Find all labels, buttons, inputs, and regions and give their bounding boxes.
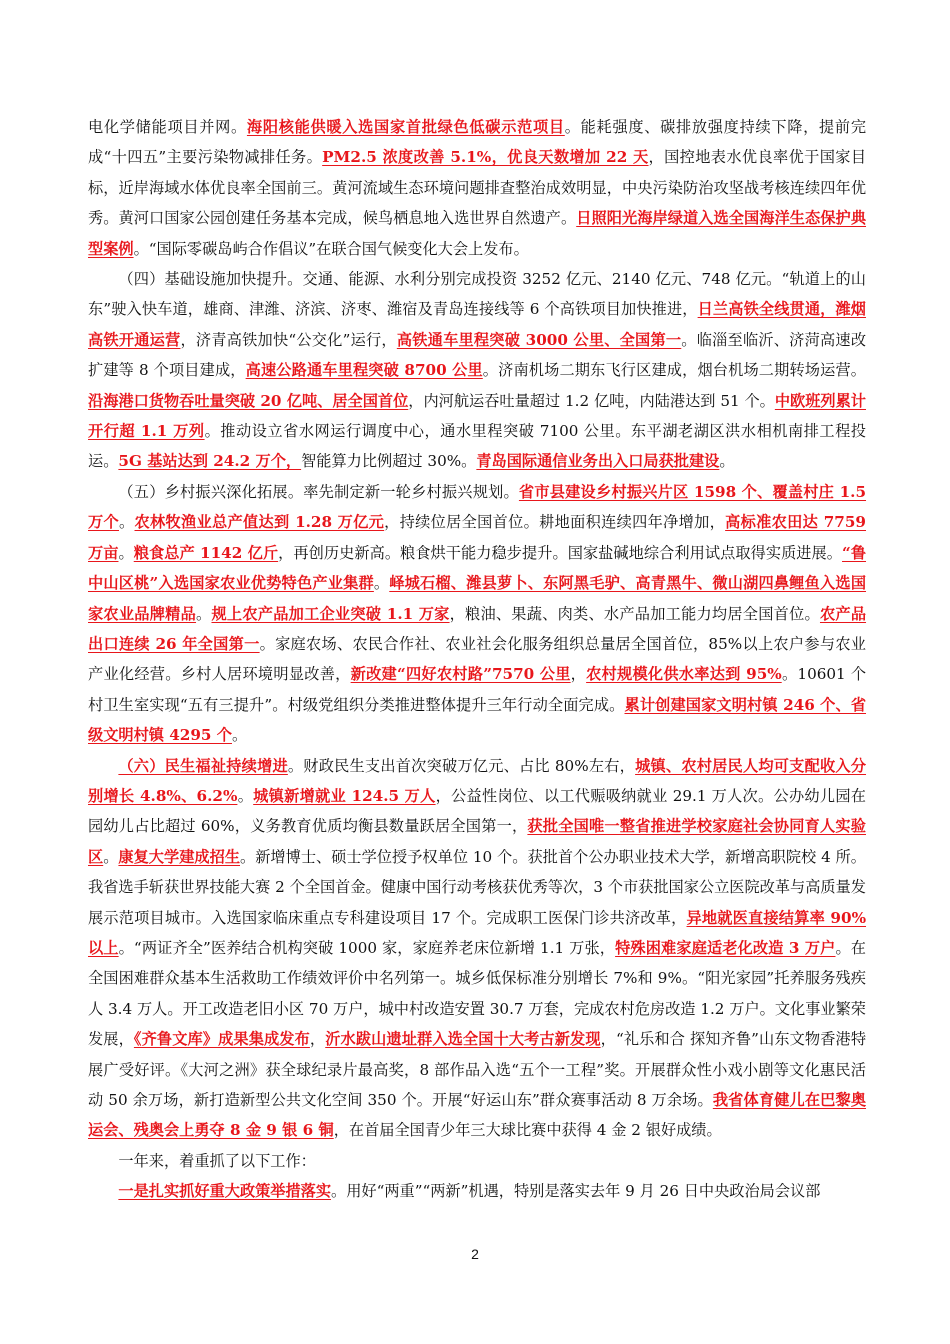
body-text: ，“礼乐和合 探知齐鲁”山东文物香港特展广受好评。《大河之洲》获全球纪录片最高奖，8 部作品入选“五个一工程”奖。开展群众性小戏小剧等文化惠民活动 50 余万场，新打造新型公共文化空间 350 个。开展“好运山东”群众赛事活动 8 万余场。 (88, 1030, 867, 1109)
paragraph (88, 477, 866, 751)
body-text: 。 (373, 574, 390, 593)
body-text: ，公益性岗位、以工代赈吸纳就业 29.1 万人次。公办幼儿园在园幼儿占比超过 60%，义务教育优质均衡县数量跃居全国第一， (88, 786, 866, 836)
body-text: 电化学储能项目并网。 (88, 118, 247, 136)
paragraph (88, 1176, 866, 1206)
highlighted-text: 沿海港口货物吞吐量突破 20 亿吨、居全国首位 (88, 391, 409, 410)
body-text: 。 (231, 726, 248, 745)
highlighted-text: 一是扎实抓好重大政策举措落实 (118, 1182, 332, 1201)
body-text: ，粮油、果蔬、肉类、水产品加工能力均居全国首位。 (449, 604, 820, 623)
body-text: 。用好“两重”“两新”机遇，特别是落实去年 9 月 26 日中央政治局会议部 (331, 1182, 821, 1201)
highlighted-text: 《齐鲁文库》成果集成发布 (133, 1030, 310, 1049)
body-text: 智能算力比例超过 30%。 (301, 452, 477, 471)
highlighted-text: 异地就医直接结算率 90%以上 (88, 908, 867, 957)
body-text: ，国控地表水优良率优于国家目标，近岸海域水体优良率全国前三。黄河流域生态环境问题排查整治成效明显，中央污染防治攻坚战考核连续四年优秀。黄河口国家公园创建任务基本完成，候鸟栖息地入选世界自然遗产。 (88, 148, 867, 228)
body-text: 。“两证齐全”医养结合机构突破 1000 家，家庭养老床位新增 1.1 万张， (118, 938, 616, 957)
highlighted-text: 粮食总产 1142 亿斤 (133, 543, 279, 562)
highlighted-text: 康复大学建成招生 (118, 847, 241, 866)
highlighted-text: 高速公路通车里程突破 8700 公里 (245, 361, 483, 380)
highlighted-text: 我省体育健儿在巴黎奥运会、残奥会上勇夺 8 金 9 银 6 铜 (88, 1091, 867, 1140)
body-text: 一年来，着重抓了以下工作： (118, 1151, 316, 1170)
paragraph (88, 1146, 866, 1176)
highlighted-text: 城镇新增就业 124.5 万人 (253, 786, 436, 805)
body-text: （四）基础设施加快提升。交通、能源、水利分别完成投资 3252 亿元、2140 亿元、748 亿元。“轨道上的山东”驶入快车道，雄商、津潍、济滨、济枣、潍宿及青岛连接线等 6 个高铁项目加快推进， (88, 270, 866, 319)
highlighted-text: 累计创建国家文明村镇 246 个、省级文明村镇 4295 个 (88, 695, 867, 745)
body-text: 。推动设立省水网运行调度中心，通水里程突破 7100 公里。东平湖老湖区洪水相机南排工程投运。 (88, 422, 866, 471)
paragraph (88, 751, 866, 1146)
highlighted-text: 农村规模化供水率达到 95% (586, 665, 782, 684)
body-text: 。家庭农场、农民合作社、农业社会化服务组织总量居全国首位，85%以上农户参与农业产业化经营。乡村人居环境明显改善， (88, 634, 866, 684)
highlighted-text: 日兰高铁全线贯通，潍烟高铁开通运营 (88, 300, 866, 349)
paragraph (88, 112, 866, 264)
highlighted-text: “鲁中山区桃”入选国家农业优势特色产业集群 (88, 543, 867, 593)
body-text: 。临淄至临沂、济菏高速改扩建等 8 个项目建成， (88, 330, 867, 380)
body-text: 。济南机场二期东飞行区建成，烟台机场二期转场运营。 (482, 361, 866, 380)
highlighted-text: 中欧班列累计开行超 1.1 万列 (88, 391, 866, 441)
highlighted-text: 特殊困难家庭适老化改造 3 万户 (615, 938, 836, 957)
highlighted-text: 新改建“四好农村路”7570 公里 (350, 665, 571, 684)
highlighted-text: 获批全国唯一整省推进学校家庭社会协同育人实验区 (88, 817, 866, 866)
body-text: ，内河航运吞吐量超过 1.2 亿吨，内陆港达到 51 个。 (408, 391, 775, 410)
body-text: 。 (719, 452, 735, 471)
highlighted-text: 沂水跋山遗址群入选全国十大考古新发现 (325, 1030, 601, 1049)
highlighted-text: PM2.5 浓度改善 5.1%，优良天数增加 22 天 (322, 148, 649, 167)
body-text: ， (570, 665, 587, 684)
body-text: ，在首届全国青少年三大球比赛中获得 4 金 2 银好成绩。 (333, 1121, 722, 1140)
highlighted-text: 城镇、农村居民人均可支配收入分别增长 4.8%、6.2% (88, 756, 867, 805)
body-text: ，持续位居全国首位。耕地面积连续四年净增加， (384, 513, 726, 532)
page-number: 2 (471, 1246, 479, 1262)
body-text: 。 (103, 847, 119, 866)
document-body (88, 112, 866, 1207)
body-text: 。“国际零碳岛屿合作倡议”在联合国气候变化大会上发布。 (133, 239, 529, 258)
highlighted-text: 高标准农田达 7759 万亩 (88, 513, 866, 562)
body-text: ，济青高铁加快“公交化”运行， (180, 330, 397, 349)
highlighted-text: 农产品出口连续 26 年全国第一 (88, 604, 867, 653)
highlighted-text: 青岛国际通信业务出入口局获批建设 (476, 452, 720, 471)
highlighted-text: 高铁通车里程突破 3000 公里、全国第一 (396, 330, 682, 349)
body-text: 。在全国困难群众基本生活救助工作绩效评价中名列第一。城乡低保标准分别增长 7%和 9%。“阳光家园”托养服务残疾人 3.4 万人。开工改造老旧小区 70 万户，城中村改造安置 30.7 万套，完成农村危房改造 1.2 万户。文化事业繁荣发展， (88, 938, 866, 1049)
body-text: 。新增博士、硕士学位授予权单位 10 个。获批首个公办职业技术大学，新增高职院校 4 所。我省选手斩获世界技能大赛 2 个全国首金。健康中国行动考核获优秀等次，3 个市获批国家公立医院改革与高质量发展示范项目城市。入选国家临床重点专科建设项目 17 个。完成职工医保门诊共济改革， (88, 847, 866, 927)
highlighted-text: 农林牧渔业总产值达到 1.28 万亿元 (134, 513, 385, 532)
body-text: 。10601 个村卫生室实现“五有三提升”。村级党组织分类推进整体提升三年行动全面完成。 (88, 665, 867, 714)
body-text: （五）乡村振兴深化拓展。率先制定新一轮乡村振兴规划。 (118, 482, 519, 501)
body-text: ， (309, 1030, 326, 1049)
highlighted-text: 海阳核能供暖入选国家首批绿色低碳示范项目 (246, 118, 565, 136)
body-text: 。能耗强度、碳排放强度持续下降，提前完成“十四五”主要污染物减排任务。 (88, 118, 867, 167)
highlighted-text: （六）民生福祉持续增进 (118, 756, 288, 775)
body-text: 。 (196, 604, 212, 623)
highlighted-text: 峄城石榴、潍县萝卜、东阿黑毛驴、高青黑牛、微山湖四鼻鲤鱼入选国家农业品牌精品 (88, 574, 867, 623)
body-text: 。 (119, 513, 135, 532)
body-text: 。 (237, 786, 254, 805)
highlighted-text: 日照阳光海岸绿道入选全国海洋生态保护典型案例 (88, 209, 867, 258)
body-text: 。财政民生支出首次突破万亿元、占比 80%左右， (287, 756, 636, 775)
paragraph (88, 264, 866, 477)
body-text: ，再创历史新高。粮食烘干能力稳步提升。国家盐碱地综合利用试点取得实质进展。 (278, 543, 843, 562)
body-text: 。 (118, 543, 134, 562)
highlighted-text: 5G 基站达到 24.2 万个， (118, 452, 302, 471)
highlighted-text: 省市县建设乡村振兴片区 1598 个、覆盖村庄 1.5 万个 (88, 482, 867, 532)
highlighted-text: 规上农产品加工企业突破 1.1 万家 (211, 604, 450, 623)
